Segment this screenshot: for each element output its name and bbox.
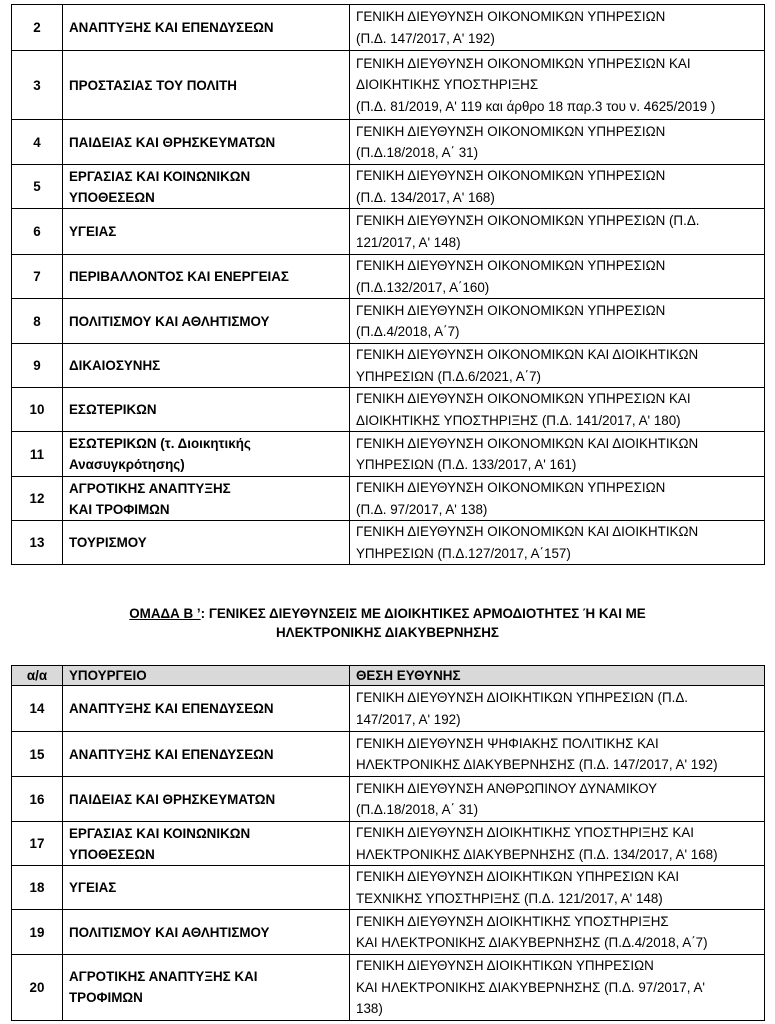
- table-row: [12, 822, 765, 866]
- position-line: ΓΕΝΙΚΗ ΔΙΕΥΘΥΝΣΗ ΟΙΚΟΝΟΜΙΚΩΝ ΥΠΗΡΕΣΙΩΝ ΚΑΙ: [356, 391, 691, 406]
- ministry-cell: [63, 910, 350, 955]
- group-b-label: ΟΜΑΔΑ Β ’: [129, 606, 201, 621]
- position-cell: [350, 477, 765, 521]
- position-line: ΓΕΝΙΚΗ ΔΙΕΥΘΥΝΣΗ ΟΙΚΟΝΟΜΙΚΩΝ ΥΠΗΡΕΣΙΩΝ: [356, 302, 666, 318]
- row-number: 5: [12, 165, 63, 209]
- position-line: ΓΕΝΙΚΗ ΔΙΕΥΘΥΝΣΗ ΔΙΟΙΚΗΤΙΚΗΣ ΥΠΟΣΤΗΡΙΞΗΣ ΚΑΙ: [356, 825, 694, 840]
- position-line: ΓΕΝΙΚΗ ΔΙΕΥΘΥΝΣΗ ΟΙΚΟΝΟΜΙΚΩΝ ΥΠΗΡΕΣΙΩΝ: [356, 123, 666, 139]
- table-row: [12, 777, 765, 822]
- table-row: [12, 521, 765, 565]
- ministry-line: ΠΑΙΔΕΙΑΣ ΚΑΙ ΘΡΗΣΚΕΥΜΑΤΩΝ: [69, 134, 276, 150]
- position-line: ΚΑΙ ΗΛΕΚΤΡΟΝΙΚΗΣ ΔΙΑΚΥΒΕΡΝΗΣΗΣ (Π.Δ.4/2018, Α΄7): [356, 935, 708, 950]
- position-cell: [350, 209, 765, 255]
- position-cell: [350, 165, 765, 209]
- ministry-cell: [63, 51, 350, 120]
- ministry-line: ΥΓΕΙΑΣ: [69, 880, 117, 895]
- position-line: ΥΠΗΡΕΣΙΩΝ (Π.Δ.6/2021, Α΄7): [356, 368, 542, 384]
- ministry-line: ΠΕΡΙΒΑΛΛΟΝΤΟΣ ΚΑΙ ΕΝΕΡΓΕΙΑΣ: [69, 269, 289, 284]
- row-number: 10: [12, 388, 63, 432]
- table-row: [12, 255, 765, 299]
- ministry-cell: [63, 344, 350, 388]
- position-line: ΓΕΝΙΚΗ ΔΙΕΥΘΥΝΣΗ ΟΙΚΟΝΟΜΙΚΩΝ ΚΑΙ ΔΙΟΙΚΗΤΙΚΩΝ: [356, 347, 699, 362]
- position-cell: [350, 910, 765, 955]
- table-header-row: [12, 666, 765, 686]
- position-line: ΓΕΝΙΚΗ ΔΙΕΥΘΥΝΣΗ ΔΙΟΙΚΗΤΙΚΩΝ ΥΠΗΡΕΣΙΩΝ ΚΑΙ: [356, 869, 680, 884]
- ministry-line: ΑΝΑΠΤΥΞΗΣ ΚΑΙ ΕΠΕΝΔΥΣΕΩΝ: [69, 746, 274, 762]
- ministry-cell: [63, 686, 350, 732]
- ministry-line: ΠΡΟΣΤΑΣΙΑΣ ΤΟΥ ΠΟΛΙΤΗ: [69, 77, 237, 93]
- ministry-line: ΠΟΛΙΤΙΣΜΟΥ ΚΑΙ ΑΘΛΗΤΙΣΜΟΥ: [69, 924, 270, 940]
- row-number: 13: [12, 521, 63, 565]
- table-row: [12, 344, 765, 388]
- position-line: ΓΕΝΙΚΗ ΔΙΕΥΘΥΝΣΗ ΨΗΦΙΑΚΗΣ ΠΟΛΙΤΙΚΗΣ ΚΑΙ: [356, 735, 659, 751]
- ministry-line: ΕΣΩΤΕΡΙΚΩΝ: [69, 402, 157, 417]
- row-number: 19: [12, 910, 63, 955]
- position-line: 147/2017, Α' 192): [356, 711, 461, 727]
- table-row: [12, 432, 765, 477]
- position-line: ΓΕΝΙΚΗ ΔΙΕΥΘΥΝΣΗ ΔΙΟΙΚΗΤΙΚΩΝ ΥΠΗΡΕΣΙΩΝ: [356, 958, 654, 973]
- position-line: ΓΕΝΙΚΗ ΔΙΕΥΘΥΝΣΗ ΟΙΚΟΝΟΜΙΚΩΝ ΚΑΙ ΔΙΟΙΚΗΤΙΚΩΝ: [356, 524, 699, 539]
- position-cell: [350, 777, 765, 822]
- ministry-cell: [63, 732, 350, 777]
- ministry-line: ΤΟΥΡΙΣΜΟΥ: [69, 535, 147, 550]
- group-b-heading: [0, 604, 775, 642]
- ministry-cell: [63, 521, 350, 565]
- row-number: 16: [12, 777, 63, 822]
- position-line: ΓΕΝΙΚΗ ΔΙΕΥΘΥΝΣΗ ΟΙΚΟΝΟΜΙΚΩΝ ΥΠΗΡΕΣΙΩΝ: [356, 480, 666, 495]
- position-line: ΓΕΝΙΚΗ ΔΙΕΥΘΥΝΣΗ ΟΙΚΟΝΟΜΙΚΩΝ ΥΠΗΡΕΣΙΩΝ: [356, 9, 666, 24]
- ministry-cell: [63, 209, 350, 255]
- position-cell: [350, 299, 765, 344]
- ministry-line: ΠΑΙΔΕΙΑΣ ΚΑΙ ΘΡΗΣΚΕΥΜΑΤΩΝ: [69, 791, 276, 807]
- group-b-heading-line1: [0, 604, 775, 623]
- table-row: [12, 5, 765, 51]
- position-line: ΗΛΕΚΤΡΟΝΙΚΗΣ ΔΙΑΚΥΒΕΡΝΗΣΗΣ (Π.Δ. 147/2017, Α' 192): [356, 757, 718, 772]
- row-number: 7: [12, 255, 63, 299]
- row-number: 20: [12, 955, 63, 1021]
- position-line: (Π.Δ.4/2018, Α΄7): [356, 324, 460, 339]
- ministry-line: Ανασυγκρότησης): [69, 457, 185, 472]
- row-number: 17: [12, 822, 63, 866]
- position-line: ΓΕΝΙΚΗ ΔΙΕΥΘΥΝΣΗ ΟΙΚΟΝΟΜΙΚΩΝ ΥΠΗΡΕΣΙΩΝ (Π.Δ.: [356, 213, 700, 228]
- position-line: ΓΕΝΙΚΗ ΔΙΕΥΘΥΝΣΗ ΟΙΚΟΝΟΜΙΚΩΝ ΥΠΗΡΕΣΙΩΝ ΚΑΙ: [356, 55, 691, 71]
- position-line: 121/2017, Α' 148): [356, 234, 461, 250]
- table-row: [12, 866, 765, 910]
- ministry-line: ΑΓΡΟΤΙΚΗΣ ΑΝΑΠΤΥΞΗΣ ΚΑΙ: [69, 969, 258, 985]
- position-line: ΓΕΝΙΚΗ ΔΙΕΥΘΥΝΣΗ ΟΙΚΟΝΟΜΙΚΩΝ ΚΑΙ ΔΙΟΙΚΗΤΙΚΩΝ: [356, 435, 699, 451]
- position-cell: [350, 344, 765, 388]
- table-group-b: [11, 665, 765, 1021]
- table-row: [12, 209, 765, 255]
- ministry-line: ΥΠΟΘΕΣΕΩΝ: [69, 189, 155, 205]
- ministry-cell: [63, 866, 350, 910]
- row-number: 6: [12, 209, 63, 255]
- ministry-cell: [63, 5, 350, 51]
- position-cell: [350, 51, 765, 120]
- row-number: 15: [12, 732, 63, 777]
- row-number: 3: [12, 51, 63, 120]
- position-cell: [350, 866, 765, 910]
- position-cell: [350, 432, 765, 477]
- table-row: [12, 477, 765, 521]
- table-row: [12, 686, 765, 732]
- ministry-cell: [63, 299, 350, 344]
- row-number: 8: [12, 299, 63, 344]
- group-b-title-part1: : ΓΕΝΙΚΕΣ ΔΙΕΥΘΥΝΣΕΙΣ ΜΕ ΔΙΟΙΚΗΤΙΚΕΣ ΑΡΜΟΔΙΟΤΗΤΕΣ Ή ΚΑΙ ΜΕ: [200, 606, 646, 621]
- ministry-line: ΕΡΓΑΣΙΑΣ ΚΑΙ ΚΟΙΝΩΝΙΚΩΝ: [69, 168, 251, 184]
- table-row: [12, 120, 765, 165]
- ministry-cell: [63, 955, 350, 1021]
- table-row: [12, 299, 765, 344]
- ministry-line: ΚΑΙ ΤΡΟΦΙΜΩΝ: [69, 501, 170, 517]
- ministry-line: ΕΣΩΤΕΡΙΚΩΝ (τ. Διοικητικής: [69, 436, 251, 451]
- ministry-line: ΑΓΡΟΤΙΚΗΣ ΑΝΑΠΤΥΞΗΣ: [69, 480, 231, 496]
- row-number: 12: [12, 477, 63, 521]
- header-position: ΘΕΣΗ ΕΥΘΥΝΗΣ: [350, 666, 765, 686]
- position-line: (Π.Δ. 81/2019, Α' 119 και άρθρο 18 παρ.3 του ν. 4625/2019 ): [356, 98, 716, 114]
- position-cell: [350, 732, 765, 777]
- ministry-cell: [63, 255, 350, 299]
- ministry-line: ΑΝΑΠΤΥΞΗΣ ΚΑΙ ΕΠΕΝΔΥΣΕΩΝ: [69, 701, 274, 716]
- position-line: (Π.Δ. 134/2017, Α' 168): [356, 189, 495, 205]
- ministry-cell: [63, 165, 350, 209]
- table-row: [12, 51, 765, 120]
- position-line: 138): [356, 1001, 383, 1016]
- row-number: 9: [12, 344, 63, 388]
- position-line: (Π.Δ.18/2018, Α΄ 31): [356, 145, 479, 160]
- position-line: (Π.Δ. 97/2017, Α' 138): [356, 501, 488, 517]
- row-number: 4: [12, 120, 63, 165]
- table-row: [12, 910, 765, 955]
- header-ministry: ΥΠΟΥΡΓΕΙΟ: [63, 666, 350, 686]
- position-cell: [350, 388, 765, 432]
- position-line: ΓΕΝΙΚΗ ΔΙΕΥΘΥΝΣΗ ΔΙΟΙΚΗΤΙΚΩΝ ΥΠΗΡΕΣΙΩΝ (Π.Δ.: [356, 690, 689, 705]
- table-row: [12, 388, 765, 432]
- position-line: ΚΑΙ ΗΛΕΚΤΡΟΝΙΚΗΣ ΔΙΑΚΥΒΕΡΝΗΣΗΣ (Π.Δ. 97/2017, Α': [356, 979, 705, 995]
- row-number: 11: [12, 432, 63, 477]
- position-cell: [350, 255, 765, 299]
- ministry-cell: [63, 388, 350, 432]
- ministry-cell: [63, 822, 350, 866]
- position-cell: [350, 822, 765, 866]
- position-line: ΥΠΗΡΕΣΙΩΝ (Π.Δ. 133/2017, Α' 161): [356, 457, 577, 472]
- table-group-a: [11, 4, 765, 565]
- position-cell: [350, 955, 765, 1021]
- position-cell: [350, 5, 765, 51]
- position-line: ΓΕΝΙΚΗ ΔΙΕΥΘΥΝΣΗ ΟΙΚΟΝΟΜΙΚΩΝ ΥΠΗΡΕΣΙΩΝ: [356, 168, 666, 183]
- row-number: 18: [12, 866, 63, 910]
- header-num: α/α: [12, 666, 63, 686]
- row-number: 14: [12, 686, 63, 732]
- position-line: ΗΛΕΚΤΡΟΝΙΚΗΣ ΔΙΑΚΥΒΕΡΝΗΣΗΣ (Π.Δ. 134/2017, Α' 168): [356, 846, 718, 862]
- ministry-cell: [63, 120, 350, 165]
- ministry-line: ΤΡΟΦΙΜΩΝ: [69, 990, 143, 1006]
- position-line: ΤΕΧΝΙΚΗΣ ΥΠΟΣΤΗΡΙΞΗΣ (Π.Δ. 121/2017, Α' 148): [356, 890, 663, 906]
- ministry-line: ΠΟΛΙΤΙΣΜΟΥ ΚΑΙ ΑΘΛΗΤΙΣΜΟΥ: [69, 313, 270, 329]
- position-line: ΓΕΝΙΚΗ ΔΙΕΥΘΥΝΣΗ ΔΙΟΙΚΗΤΙΚΗΣ ΥΠΟΣΤΗΡΙΞΗΣ: [356, 913, 669, 929]
- position-line: (Π.Δ.132/2017, Α΄160): [356, 279, 490, 295]
- table-row: [12, 165, 765, 209]
- position-cell: [350, 686, 765, 732]
- position-line: ΓΕΝΙΚΗ ΔΙΕΥΘΥΝΣΗ ΟΙΚΟΝΟΜΙΚΩΝ ΥΠΗΡΕΣΙΩΝ: [356, 258, 666, 273]
- table-row: [12, 732, 765, 777]
- ministry-cell: [63, 432, 350, 477]
- position-cell: [350, 120, 765, 165]
- position-line: ΥΠΗΡΕΣΙΩΝ (Π.Δ.127/2017, Α΄157): [356, 545, 571, 561]
- ministry-line: ΔΙΚΑΙΟΣΥΝΗΣ: [69, 358, 161, 373]
- position-line: ΔΙΟΙΚΗΤΙΚΗΣ ΥΠΟΣΤΗΡΙΞΗΣ: [356, 77, 539, 93]
- ministry-line: ΥΠΟΘΕΣΕΩΝ: [69, 846, 155, 862]
- ministry-line: ΕΡΓΑΣΙΑΣ ΚΑΙ ΚΟΙΝΩΝΙΚΩΝ: [69, 825, 251, 841]
- row-number: 2: [12, 5, 63, 51]
- ministry-cell: [63, 477, 350, 521]
- ministry-line: ΥΓΕΙΑΣ: [69, 224, 117, 239]
- position-line: ΓΕΝΙΚΗ ΔΙΕΥΘΥΝΣΗ ΑΝΘΡΩΠΙΝΟΥ ΔΥΝΑΜΙΚΟΥ: [356, 780, 658, 796]
- position-line: (Π.Δ. 147/2017, Α' 192): [356, 30, 495, 46]
- ministry-cell: [63, 777, 350, 822]
- group-b-title-part2: ΗΛΕΚΤΡΟΝΙΚΗΣ ΔΙΑΚΥΒΕΡΝΗΣΗΣ: [276, 625, 499, 640]
- position-line: ΔΙΟΙΚΗΤΙΚΗΣ ΥΠΟΣΤΗΡΙΞΗΣ (Π.Δ. 141/2017, Α' 180): [356, 412, 681, 428]
- ministry-line: ΑΝΑΠΤΥΞΗΣ ΚΑΙ ΕΠΕΝΔΥΣΕΩΝ: [69, 20, 274, 35]
- position-line: (Π.Δ.18/2018, Α΄ 31): [356, 802, 479, 817]
- table-row: [12, 955, 765, 1021]
- position-cell: [350, 521, 765, 565]
